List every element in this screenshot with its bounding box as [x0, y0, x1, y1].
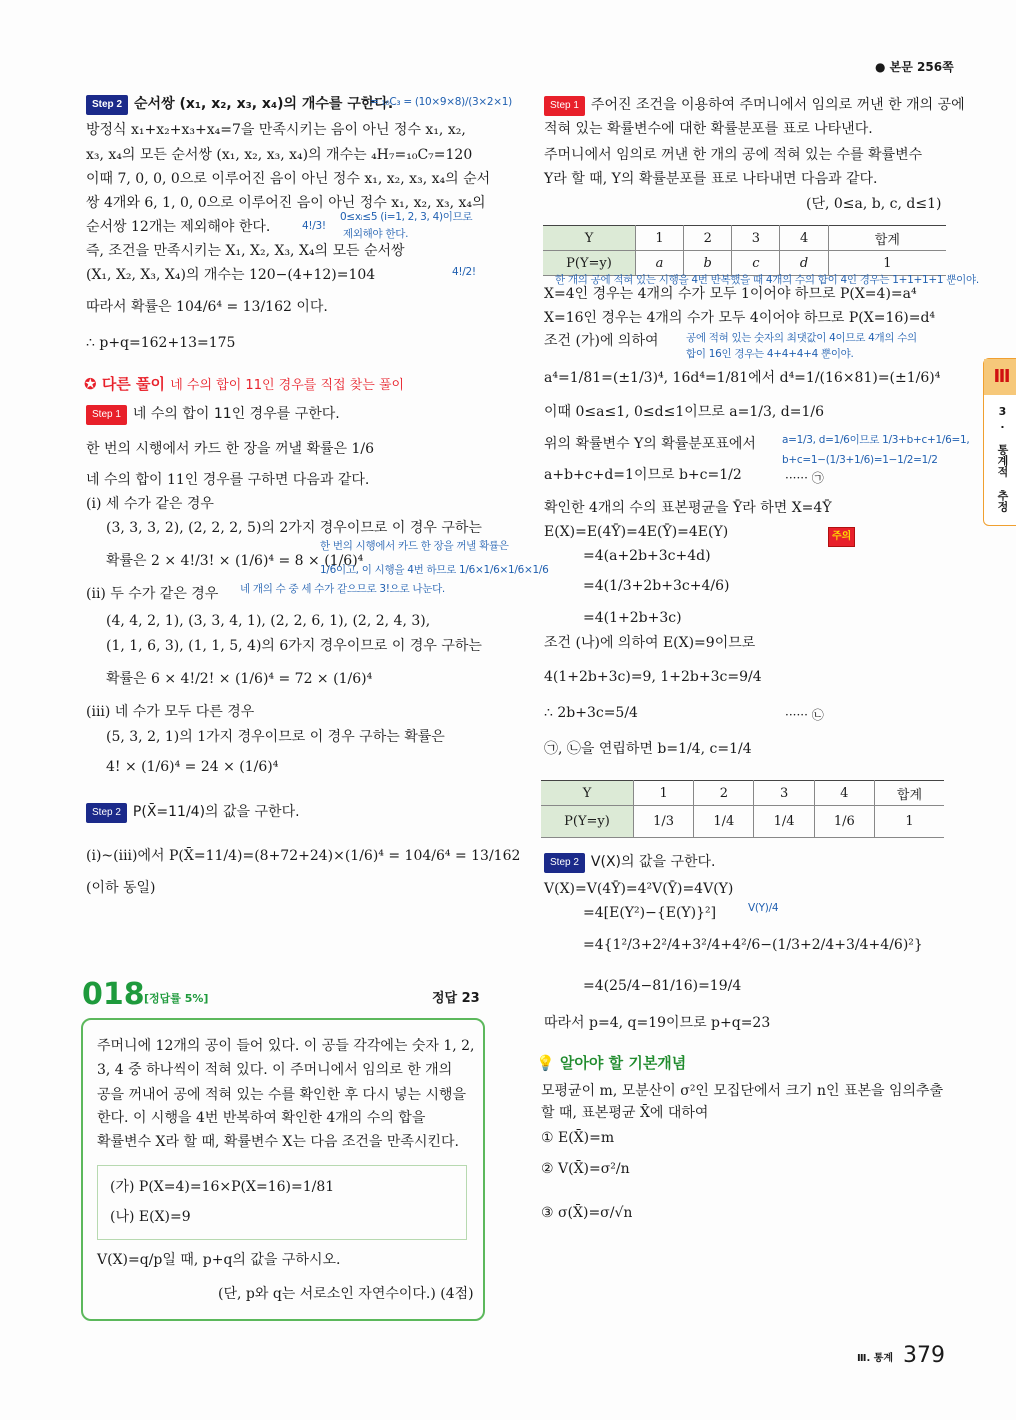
- text-line: 조건 (나)에 의하여 E(X)=9이므로: [544, 635, 756, 651]
- concept-line: ② V(X̄)=σ²/n: [541, 1161, 630, 1177]
- text-line: Y라 할 때, Y의 확률분포를 표로 나타내면 다음과 같다.: [544, 171, 878, 187]
- step-title: 주어진 조건을 이용하여 주머니에서 임의로 꺼낸 한 개의 공에: [590, 97, 965, 113]
- table-cell: 2: [694, 781, 754, 806]
- table-cell: 1/4: [694, 806, 754, 838]
- step-badge: Step 1: [86, 405, 127, 425]
- text-line: 위의 확률변수 Y의 확률분포표에서: [544, 436, 756, 452]
- text-line: =4(1/3+2b+3c+4/6): [583, 578, 730, 594]
- step-title: P(X̄=11/4)의 값을 구한다.: [132, 804, 300, 820]
- step-badge: Step 1: [544, 96, 585, 116]
- answer: 정답 23: [432, 991, 480, 1006]
- page-reference: [875, 58, 954, 76]
- table-cell: 3: [732, 226, 780, 251]
- text-line: 4(1+2b+3c)=9, 1+2b+3c=9/4: [544, 669, 762, 685]
- alt-title: 다른 풀이: [101, 375, 165, 393]
- text-line: 주머니에서 임의로 꺼낸 한 개의 공에 적혀 있는 수를 확률변수: [544, 147, 923, 163]
- text-line: 조건 (가)에 의하여: [544, 333, 659, 349]
- text-line: 4! × (1/6)⁴ = 24 × (1/6)⁴: [106, 759, 279, 775]
- text-line: (이하 동일): [86, 880, 156, 896]
- annotation-divide: 네 개의 수 중 세 수가 같으므로 3!으로 나눈다.: [240, 583, 445, 595]
- condition-b: (나) E(X)=9: [110, 1209, 191, 1225]
- table-cell: 4: [814, 781, 874, 806]
- text-line: a+b+c+d=1이므로 b+c=1/2: [544, 467, 742, 483]
- text-line: V(X)=V(4Ȳ)=4²V(Ȳ)=4V(Y): [544, 881, 734, 897]
- table-cell: 3: [754, 781, 814, 806]
- conditions-box: [97, 1165, 467, 1240]
- text-line: (i)~(iii)에서 P(X̄=11/4)=(8+72+24)×(1/6)⁴ = 104/6⁴ = 13/162: [86, 848, 521, 864]
- table-cell: d: [780, 251, 828, 276]
- table-cell: 4: [780, 226, 828, 251]
- table-cell: 1: [636, 226, 684, 251]
- table-cell: 1: [874, 806, 944, 838]
- problem-number: 018: [82, 977, 145, 1012]
- concept-line: 모평균이 m, 모분산이 σ²인 모집단에서 크기 n인 표본을 임의추출: [541, 1083, 944, 1099]
- text-line: (5, 3, 2, 1)의 1가지 경우이므로 이 경우 구하는 확률은: [106, 729, 445, 745]
- annotation-probability: 한 번의 시행에서 카드 한 장을 꺼낼 확률은: [320, 540, 509, 552]
- equation-marker: ······ ㉠: [785, 471, 824, 485]
- annotation-sum4: 한 개의 공에 적혀 있는 시행을 4번 반복했을 때 4개의 수의 합이 4인 경우는 1+1+1+1 뿐이야.: [555, 274, 979, 286]
- table-cell: Y: [541, 781, 634, 806]
- text-line: 확률은 6 × 4!/2! × (1/6)⁴ = 72 × (1/6)⁴: [106, 671, 373, 687]
- text-line: 방정식 x₁+x₂+x₃+x₄=7을 만족시키는 음이 아닌 정수 x₁, x₂,: [86, 122, 466, 138]
- table-cell: a: [636, 251, 684, 276]
- text-line: (iii) 네 수가 모두 다른 경우: [86, 704, 255, 720]
- annotation-bc: a=1/3, d=1/6이므로 1/3+b+c+1/6=1,: [782, 434, 970, 446]
- circle-bullet-icon: ●: [875, 60, 886, 74]
- annotation-combination: = ₁₀C₃ = (10×9×8)/(3×2×1): [370, 96, 512, 108]
- problem-note: (단, p와 q는 서로소인 자연수이다.) (4점): [218, 1286, 474, 1302]
- step-badge: Step 2: [544, 853, 585, 873]
- table-cell: 2: [684, 226, 732, 251]
- text-line: 한 번의 시행에서 카드 한 장을 꺼낼 확률은 1/6: [86, 441, 375, 457]
- text-line: E(X)=E(4Ȳ)=4E(Ȳ)=4E(Y): [544, 524, 729, 540]
- condition-a: (가) P(X=4)=16×P(X=16)=1/81: [110, 1179, 335, 1195]
- concept-line: ① E(X̄)=m: [541, 1130, 615, 1146]
- equation-marker: ······ ㉡: [785, 708, 824, 722]
- concept-line: 할 때, 표본평균 X̄에 대하여: [541, 1105, 709, 1121]
- annotation-bc: b+c=1−(1/3+1/6)=1−1/2=1/2: [782, 454, 938, 466]
- step2-heading: [86, 95, 393, 115]
- text-line: 이때 7, 0, 0, 0으로 이루어진 음이 아닌 정수 x₁, x₂, x₃, x₄의 순서: [86, 171, 491, 187]
- table-cell: 1/4: [754, 806, 814, 838]
- text-line: X=4인 경우는 4개의 수가 모두 1이어야 하므로 P(X=4)=a⁴: [544, 286, 917, 302]
- table-cell: Y: [543, 226, 636, 251]
- text-line: =4(a+2b+3c+4d): [583, 548, 711, 564]
- page-reference-text: 본문 256쪽: [889, 60, 954, 74]
- text-line: =4[E(Y²)−{E(Y)}²]: [583, 905, 717, 921]
- text-line: ∴ 2b+3c=5/4: [544, 705, 638, 721]
- text-line: 네 수의 합이 11인 경우를 구하면 다음과 같다.: [86, 472, 370, 488]
- table-cell: 1/3: [634, 806, 694, 838]
- step2-heading: [544, 853, 716, 873]
- chapter-label: 3. 통계적 추정: [996, 405, 1009, 512]
- annotation-max: 공에 적혀 있는 숫자의 최댓값이 4이므로 4개의 수의: [686, 332, 917, 344]
- alt-subtitle: 네 수의 합이 11인 경우를 직접 찾는 풀이: [170, 378, 405, 393]
- text-line: 이때 0≤a≤1, 0≤d≤1이므로 a=1/3, d=1/6: [544, 404, 825, 420]
- table-cell: 합계: [828, 226, 946, 251]
- text-line: (1, 1, 6, 3), (1, 1, 5, 4)의 6가지 경우이므로 이 경우 구하는: [106, 638, 482, 654]
- table-cell: 1: [828, 251, 946, 276]
- text-line: x₃, x₄의 모든 순서쌍 (x₁, x₂, x₃, x₄)의 개수는 ₄H₇=₁₀C₇=120: [86, 147, 473, 163]
- chapter-tab[interactable]: [983, 358, 1016, 526]
- text-line: 따라서 p=4, q=19이므로 p+q=23: [544, 1015, 771, 1031]
- text-line: ∴ p+q=162+13=175: [86, 335, 236, 351]
- annotation-fraction: 4!/3!: [302, 220, 326, 232]
- problem-line: 한다. 이 시행을 4번 반복하여 확인한 4개의 수의 합을: [97, 1110, 426, 1126]
- alt-step2-heading: [86, 803, 300, 823]
- problem-line: 주머니에 12개의 공이 들어 있다. 이 공들 각각에는 숫자 1, 2,: [97, 1038, 475, 1054]
- concept-heading: [536, 1054, 686, 1072]
- distribution-table: [543, 225, 946, 276]
- text-line: 쌍 4개와 6, 1, 0, 0으로 이루어진 음이 아닌 정수 x₁, x₂, x₃, x₄의: [86, 195, 486, 211]
- text-line: ㉠, ㉡을 연립하면 b=1/4, c=1/4: [544, 741, 752, 757]
- text-line: =4(1+2b+3c): [583, 610, 682, 626]
- step-title: 네 수의 합이 11인 경우를 구한다.: [132, 406, 340, 422]
- step-badge: Step 2: [86, 95, 128, 115]
- text-line: a⁴=1/81=(±1/3)⁴, 16d⁴=1/81에서 d⁴=1/(16×81)=(±1/6)⁴: [544, 370, 941, 386]
- alt-step1-heading: [86, 405, 340, 425]
- table-cell: P(Y=y): [543, 251, 636, 276]
- distribution-table-result: [541, 780, 944, 838]
- alt-solution-heading: [84, 375, 404, 395]
- text-line: (ii) 두 수가 같은 경우: [86, 586, 219, 602]
- table-cell: c: [732, 251, 780, 276]
- star-circle-icon: ✪: [84, 375, 97, 393]
- text-line: (3, 3, 3, 2), (2, 2, 2, 5)의 2가지 경우이므로 이 경우 구하는: [106, 520, 482, 536]
- table-cell: b: [684, 251, 732, 276]
- text-line: 확인한 4개의 수의 표본평균을 Ȳ라 하면 X=4Ȳ: [544, 500, 832, 516]
- text-line: 순서쌍 12개는 제외해야 한다.: [86, 219, 271, 235]
- caution-badge: 주의: [828, 527, 855, 547]
- annotation-fraction: 4!/2!: [452, 266, 476, 278]
- annotation-range: 0≤xᵢ≤5 (i=1, 2, 3, 4)이므로: [340, 211, 473, 223]
- annotation-exclude: 제외해야 한다.: [343, 228, 409, 240]
- footer-section: Ⅲ. 통계: [857, 1353, 894, 1364]
- table-cell: 1: [634, 781, 694, 806]
- text-line: X=16인 경우는 4개의 수가 모두 4이어야 하므로 P(X=16)=d⁴: [544, 310, 936, 326]
- table-cell: 1/6: [814, 806, 874, 838]
- problem-line: 3, 4 중 하나씩이 적혀 있다. 이 주머니에서 임의로 한 개의: [97, 1062, 453, 1078]
- lightbulb-icon: 💡: [536, 1054, 555, 1072]
- table-header-row: [541, 781, 944, 806]
- annotation-probability: 1/6이고, 이 시행을 4번 하므로 1/6×1/6×1/6×1/6: [320, 564, 549, 576]
- step-title: V(X)의 값을 구한다.: [590, 854, 716, 870]
- text-line: 즉, 조건을 만족시키는 X₁, X₂, X₃, X₄의 모든 순서쌍: [86, 243, 405, 259]
- text-line: (X₁, X₂, X₃, X₄)의 개수는 120−(4+12)=104: [86, 267, 376, 283]
- text-line: 확률은 2 × 4!/3! × (1/6)⁴ = 8 × (1/6)⁴: [106, 553, 364, 569]
- step-badge: Step 2: [86, 803, 127, 823]
- chapter-roman: Ⅲ: [984, 359, 1016, 395]
- table-row: [541, 806, 944, 838]
- step-title: 순서쌍 (x₁, x₂, x₃, x₄)의 개수를 구한다.: [134, 96, 394, 112]
- page-number: 379: [903, 1343, 945, 1368]
- step-title-cont: 적혀 있는 확률변수에 대한 확률분포를 표로 나타낸다.: [544, 121, 873, 137]
- table-cell: 합계: [874, 781, 944, 806]
- annotation-max: 합이 16인 경우는 4+4+4+4 뿐이야.: [686, 348, 854, 360]
- text-line: 따라서 확률은 104/6⁴ = 13/162 이다.: [86, 299, 328, 315]
- text-line: (4, 4, 2, 1), (3, 3, 4, 1), (2, 2, 6, 1), (2, 2, 4, 3),: [106, 613, 431, 629]
- correct-rate: [정답률 5%]: [144, 992, 209, 1005]
- text-line: (i) 세 수가 같은 경우: [86, 496, 214, 512]
- text-line: =4{1²/3+2²/4+3²/4+4²/6−(1/3+2/4+3/4+4/6)²}: [583, 937, 923, 953]
- concept-title: 알아야 할 기본개념: [559, 1054, 687, 1072]
- step1-heading: [544, 96, 965, 116]
- concept-line: ③ σ(X̄)=σ/√n: [541, 1205, 633, 1221]
- text-line: =4(25/4−81/16)=19/4: [583, 978, 742, 994]
- problem-line: 확률변수 X라 할 때, 확률변수 X는 다음 조건을 만족시킨다.: [97, 1134, 459, 1150]
- problem-question: V(X)=q/p일 때, p+q의 값을 구하시오.: [97, 1252, 341, 1268]
- table-cell: P(Y=y): [541, 806, 634, 838]
- table-header-row: [543, 226, 946, 251]
- problem-line: 공을 꺼내어 공에 적혀 있는 수를 확인한 후 다시 넣는 시행을: [97, 1087, 467, 1103]
- text-line: (단, 0≤a, b, c, d≤1): [806, 196, 942, 212]
- annotation-variance: V(Y)/4: [748, 902, 779, 914]
